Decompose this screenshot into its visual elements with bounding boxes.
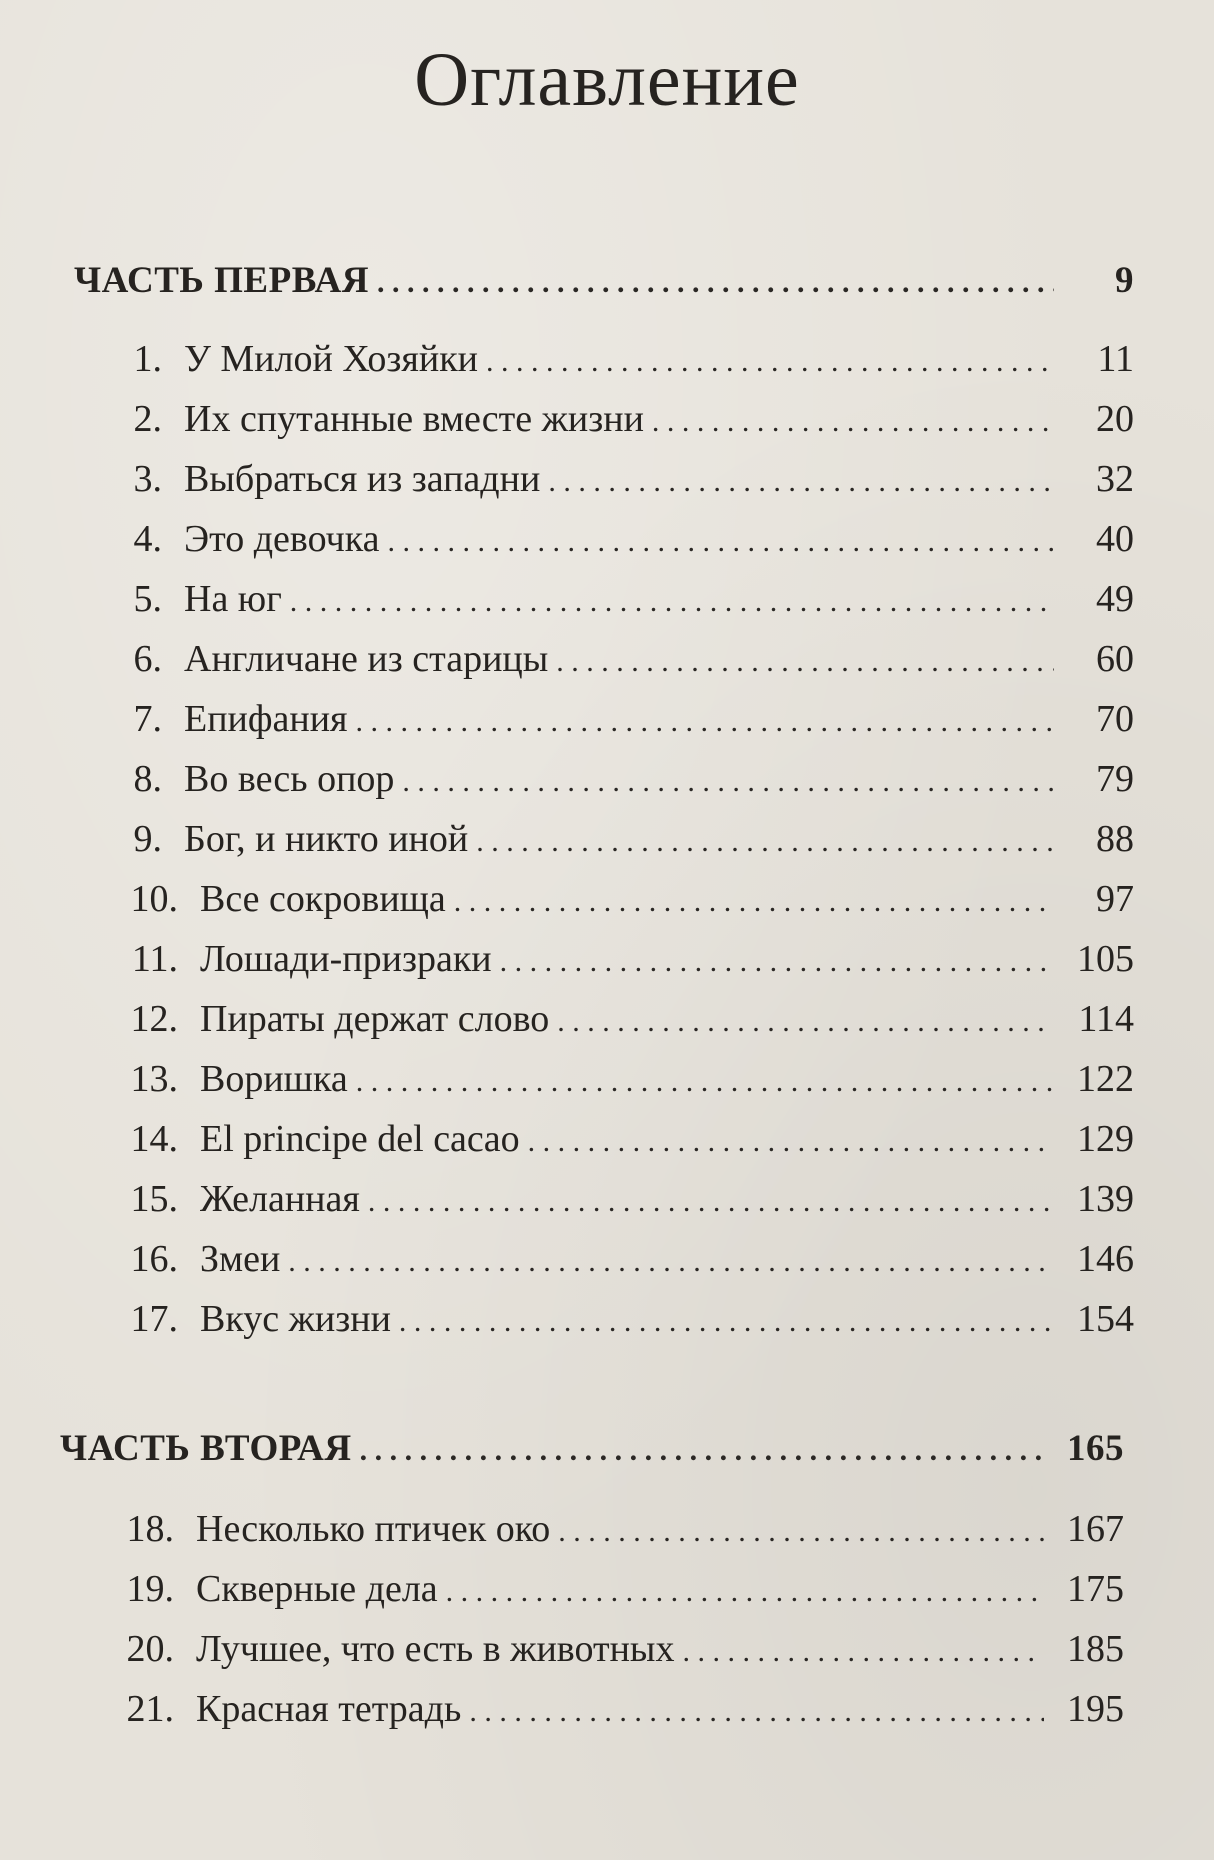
chapter-number: 17. <box>130 1298 178 1340</box>
chapter-title: El principe del cacao <box>200 1118 520 1160</box>
chapter-page-number: 88 <box>1096 818 1134 860</box>
chapter-title: Выбраться из западни <box>184 458 541 500</box>
chapter-page-number: 129 <box>1077 1118 1134 1160</box>
chapter-number: 11. <box>131 938 178 980</box>
chapter-number: 21. <box>126 1688 174 1730</box>
chapter-page-number: 122 <box>1077 1058 1134 1100</box>
leader-dots <box>558 1517 1044 1547</box>
toc-entry-6[interactable] <box>120 640 1134 678</box>
chapter-page-number: 195 <box>1067 1688 1124 1730</box>
leader-dots <box>556 647 1054 677</box>
toc-entry-2[interactable] <box>120 400 1134 438</box>
chapter-number: 14. <box>130 1118 178 1160</box>
leader-dots <box>500 947 1054 977</box>
leader-dots <box>377 268 1054 298</box>
chapter-page-number: 167 <box>1067 1508 1124 1550</box>
chapter-title: Епифания <box>184 698 348 740</box>
chapter-page-number: 49 <box>1096 578 1134 620</box>
toc-part-1[interactable] <box>74 262 1134 299</box>
chapter-page-number: 70 <box>1096 698 1134 740</box>
chapter-title: Лучшее, что есть в животных <box>196 1628 675 1670</box>
chapter-title: Это девочка <box>184 518 380 560</box>
chapter-page-number: 60 <box>1096 638 1134 680</box>
chapter-title: Лошади-призраки <box>200 938 492 980</box>
leader-dots <box>387 527 1054 557</box>
chapter-page-number: 20 <box>1096 398 1134 440</box>
leader-dots <box>476 827 1054 857</box>
chapter-number: 13. <box>130 1058 178 1100</box>
chapter-page-number: 154 <box>1077 1298 1134 1340</box>
toc-entry-19[interactable] <box>116 1570 1124 1608</box>
toc-entry-12[interactable] <box>120 1000 1134 1038</box>
leader-dots <box>469 1697 1044 1727</box>
chapter-page-number: 97 <box>1096 878 1134 920</box>
chapter-title: У Милой Хозяйки <box>184 338 478 380</box>
toc-entry-21[interactable] <box>116 1690 1124 1728</box>
chapter-number: 18. <box>126 1508 174 1550</box>
part-page-number: 165 <box>1067 1428 1124 1469</box>
chapter-title: Красная тетрадь <box>196 1688 462 1730</box>
leader-dots <box>557 1007 1054 1037</box>
toc-entry-7[interactable] <box>120 700 1134 738</box>
chapter-title: Во весь опор <box>184 758 395 800</box>
chapter-page-number: 185 <box>1067 1628 1124 1670</box>
chapter-title: Вкус жизни <box>200 1298 391 1340</box>
toc-entry-16[interactable] <box>120 1240 1134 1278</box>
chapter-page-number: 139 <box>1077 1178 1134 1220</box>
chapter-number: 6. <box>133 638 162 680</box>
chapter-number: 12. <box>130 998 178 1040</box>
toc-entry-5[interactable] <box>120 580 1134 618</box>
toc-part-2[interactable] <box>60 1430 1124 1467</box>
leader-dots <box>402 767 1054 797</box>
toc-entry-1[interactable] <box>120 340 1134 378</box>
chapter-number: 16. <box>130 1238 178 1280</box>
leader-dots <box>290 587 1054 617</box>
chapter-title: Скверные дела <box>196 1568 438 1610</box>
part-label: ЧАСТЬ ВТОРАЯ <box>60 1428 352 1469</box>
chapter-page-number: 79 <box>1096 758 1134 800</box>
leader-dots <box>368 1187 1054 1217</box>
leader-dots <box>652 407 1054 437</box>
chapter-page-number: 175 <box>1067 1568 1124 1610</box>
chapter-title: Несколько птичек око <box>196 1508 551 1550</box>
chapter-page-number: 11 <box>1097 338 1134 380</box>
part-page-number: 9 <box>1115 260 1134 301</box>
chapter-number: 19. <box>126 1568 174 1610</box>
page-title: Оглавление <box>414 38 800 122</box>
chapter-title: Все сокровища <box>200 878 446 920</box>
chapter-number: 20. <box>126 1628 174 1670</box>
chapter-title: Бог, и никто иной <box>184 818 469 860</box>
chapter-number: 4. <box>133 518 162 560</box>
chapter-number: 3. <box>133 458 162 500</box>
toc-entry-8[interactable] <box>120 760 1134 798</box>
chapter-title: Воришка <box>200 1058 348 1100</box>
toc-entry-18[interactable] <box>116 1510 1124 1548</box>
toc-entry-17[interactable] <box>120 1300 1134 1338</box>
leader-dots <box>399 1307 1054 1337</box>
toc-entry-14[interactable] <box>120 1120 1134 1158</box>
chapter-title: На юг <box>184 578 282 620</box>
chapter-number: 7. <box>133 698 162 740</box>
chapter-page-number: 114 <box>1078 998 1134 1040</box>
toc-entry-9[interactable] <box>120 820 1134 858</box>
chapter-page-number: 32 <box>1096 458 1134 500</box>
chapter-number: 10. <box>130 878 178 920</box>
leader-dots <box>548 467 1054 497</box>
chapter-title: Англичане из старицы <box>184 638 549 680</box>
leader-dots <box>454 887 1054 917</box>
chapter-title: Пираты держат слово <box>200 998 550 1040</box>
chapter-number: 5. <box>133 578 162 620</box>
toc-entry-15[interactable] <box>120 1180 1134 1218</box>
part-label: ЧАСТЬ ПЕРВАЯ <box>74 260 369 301</box>
leader-dots <box>360 1436 1044 1466</box>
chapter-number: 15. <box>130 1178 178 1220</box>
leader-dots <box>446 1577 1044 1607</box>
chapter-number: 9. <box>133 818 162 860</box>
toc-entry-20[interactable] <box>116 1630 1124 1668</box>
toc-entry-11[interactable] <box>120 940 1134 978</box>
chapter-number: 2. <box>133 398 162 440</box>
leader-dots <box>682 1637 1044 1667</box>
toc-entry-3[interactable] <box>120 460 1134 498</box>
chapter-title: Желанная <box>200 1178 360 1220</box>
toc-entry-4[interactable] <box>120 520 1134 558</box>
leader-dots <box>528 1127 1054 1157</box>
chapter-page-number: 40 <box>1096 518 1134 560</box>
chapter-number: 1. <box>133 338 162 380</box>
chapter-number: 8. <box>133 758 162 800</box>
leader-dots <box>356 707 1054 737</box>
toc-entry-10[interactable] <box>120 880 1134 918</box>
toc-entry-13[interactable] <box>120 1060 1134 1098</box>
leader-dots <box>288 1247 1054 1277</box>
chapter-page-number: 105 <box>1077 938 1134 980</box>
leader-dots <box>356 1067 1054 1097</box>
chapter-title: Змеи <box>200 1238 281 1280</box>
leader-dots <box>486 347 1054 377</box>
chapter-page-number: 146 <box>1077 1238 1134 1280</box>
chapter-title: Их спутанные вместе жизни <box>184 398 644 440</box>
